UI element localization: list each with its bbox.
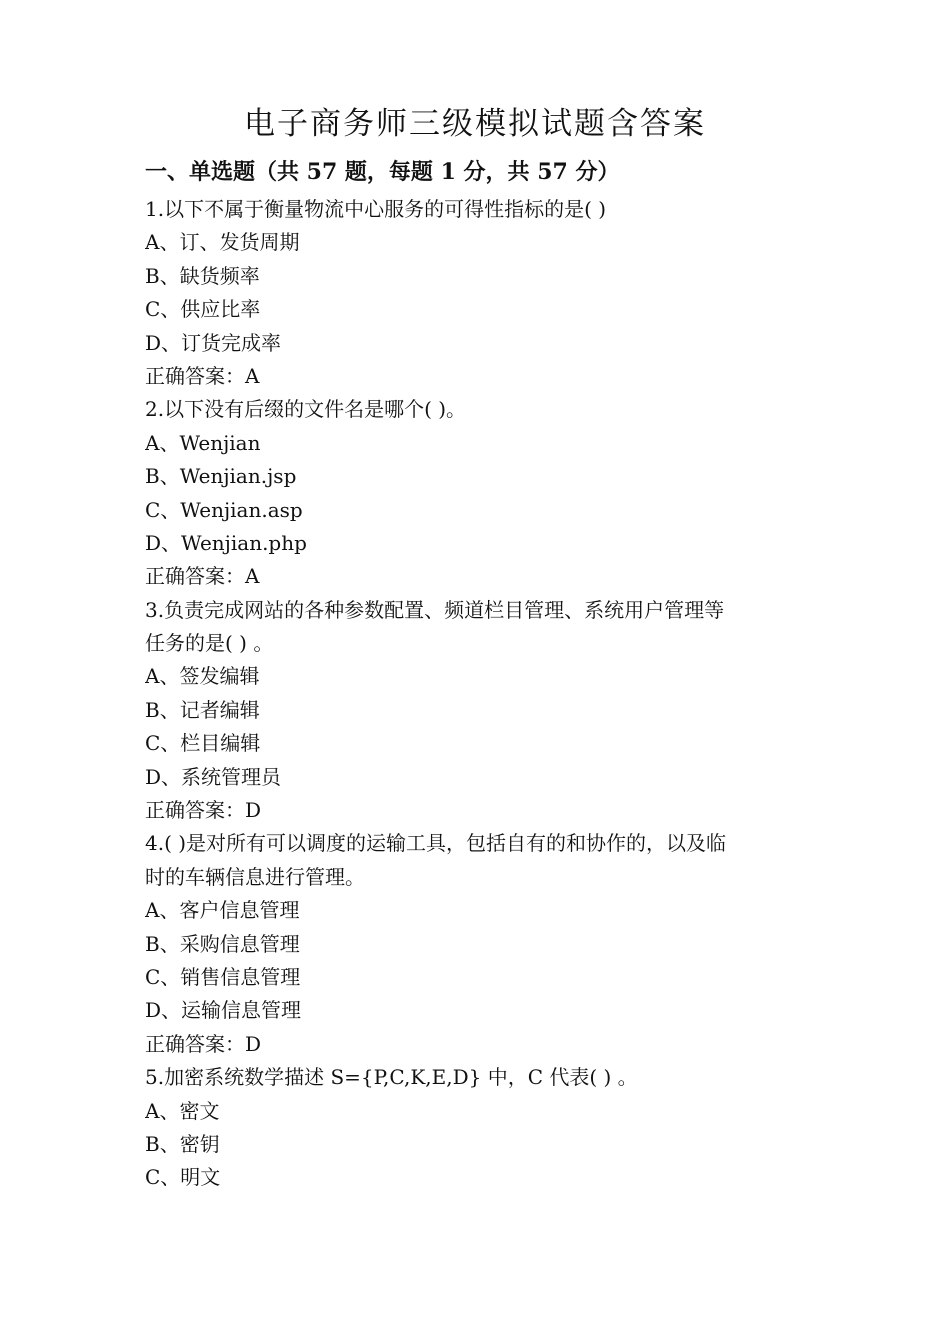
document-title: 电子商务师三级模拟试题含答案 bbox=[244, 106, 706, 142]
option-b: B、采购信息管理 bbox=[145, 931, 300, 956]
question-stem: 1.以下不属于衡量物流中心服务的可得性指标的是( ) bbox=[145, 197, 607, 221]
question-stem: 4.( )是对所有可以调度的运输工具，包括自有的和协作的，以及临 bbox=[145, 831, 727, 856]
question-stem-continued: 时的车辆信息进行管理。 bbox=[145, 864, 365, 889]
question-stem-continued: 任务的是( ) 。 bbox=[145, 631, 274, 656]
option-b: B、Wenjian.jsp bbox=[145, 464, 297, 489]
question-stem: 5.加密系统数学描述 S={P,C,K,E,D} 中，C 代表( ) 。 bbox=[145, 1065, 638, 1090]
option-b: B、记者编辑 bbox=[145, 697, 260, 722]
question-stem: 2.以下没有后缀的文件名是哪个( )。 bbox=[145, 397, 467, 422]
section-heading: 一、单选题（共 57 题，每题 1 分，共 57 分） bbox=[145, 159, 620, 185]
option-b: B、密钥 bbox=[145, 1131, 220, 1156]
option-c: C、Wenjian.asp bbox=[145, 497, 303, 522]
question-stem: 3.负责完成网站的各种参数配置、频道栏目管理、系统用户管理等 bbox=[145, 597, 725, 622]
question-4 bbox=[145, 827, 815, 1061]
question-1 bbox=[145, 193, 815, 393]
option-d: D、系统管理员 bbox=[145, 764, 282, 789]
correct-answer: 正确答案：D bbox=[145, 1031, 262, 1056]
correct-answer: 正确答案：A bbox=[145, 363, 260, 388]
option-a: A、客户信息管理 bbox=[145, 898, 300, 923]
question-list bbox=[145, 193, 815, 1195]
correct-answer: 正确答案：A bbox=[145, 564, 260, 589]
option-d: D、运输信息管理 bbox=[145, 998, 302, 1023]
option-a: A、订、发货周期 bbox=[145, 230, 300, 255]
question-3 bbox=[145, 594, 815, 828]
option-a: A、Wenjian bbox=[145, 430, 261, 455]
option-c: C、销售信息管理 bbox=[145, 964, 301, 989]
correct-answer: 正确答案：D bbox=[145, 798, 262, 823]
question-2 bbox=[145, 393, 815, 593]
option-a: A、签发编辑 bbox=[145, 664, 260, 689]
option-b: B、缺货频率 bbox=[145, 263, 260, 288]
option-d: D、Wenjian.php bbox=[145, 530, 307, 555]
option-c: C、栏目编辑 bbox=[145, 731, 261, 756]
option-d: D、订货完成率 bbox=[145, 330, 282, 355]
option-c: C、供应比率 bbox=[145, 297, 261, 322]
option-c: C、明文 bbox=[145, 1165, 221, 1190]
question-5 bbox=[145, 1061, 815, 1195]
option-a: A、密文 bbox=[145, 1098, 220, 1123]
